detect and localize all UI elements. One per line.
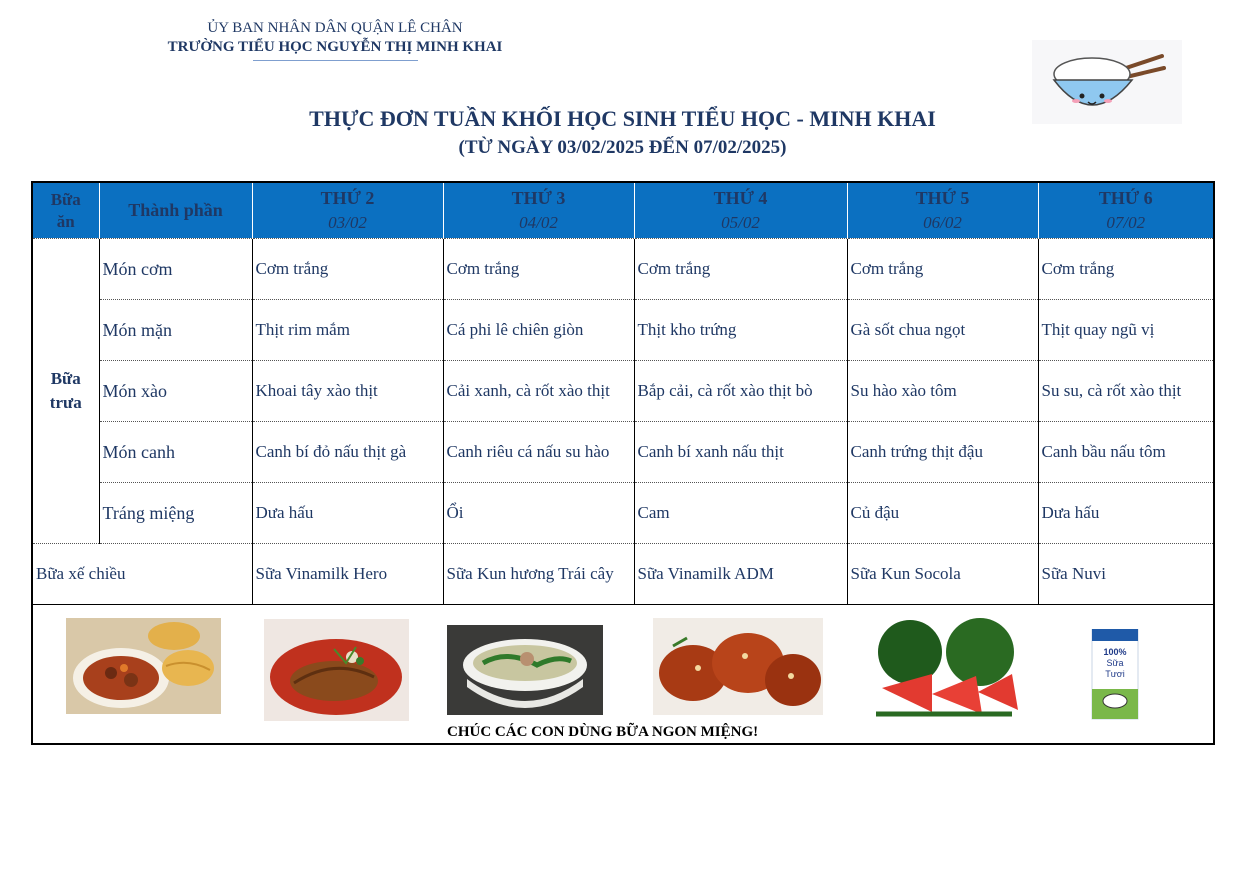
- menu-cell: Cơm trắng: [1038, 239, 1214, 300]
- closing-message: CHÚC CÁC CON DÙNG BỮA NGON MIỆNG!: [447, 724, 759, 740]
- day-label: THỨ 2: [320, 188, 375, 208]
- menu-cell: Canh riêu cá nấu su hào: [443, 422, 634, 483]
- day-label: THỨ 4: [713, 188, 768, 208]
- table-header-row: [32, 182, 1214, 239]
- snack-row: [32, 544, 1214, 605]
- day-header: [252, 182, 443, 239]
- day-header: [443, 182, 634, 239]
- component-label: Món xào: [99, 361, 252, 422]
- day-label: THỨ 6: [1098, 188, 1153, 208]
- day-label: THỨ 3: [511, 188, 566, 208]
- stew-photo: [66, 618, 221, 714]
- menu-cell: Thịt rim mắm: [252, 300, 443, 361]
- org-header: [160, 20, 510, 61]
- menu-cell: Sữa Vinamilk Hero: [252, 544, 443, 605]
- fried-fish-photo: [264, 619, 409, 721]
- menu-cell: Ổi: [443, 483, 634, 544]
- menu-cell: Cá phi lê chiên giòn: [443, 300, 634, 361]
- menu-cell: Canh bí đỏ nấu thịt gà: [252, 422, 443, 483]
- table-row: [32, 483, 1214, 544]
- photo-strip: [32, 605, 1214, 745]
- component-column-header: Thành phần: [99, 182, 252, 239]
- menu-cell: Cải xanh, cà rốt xào thịt: [443, 361, 634, 422]
- day-date: 03/02: [328, 213, 367, 232]
- menu-cell: Cam: [634, 483, 847, 544]
- menu-cell: Khoai tây xào thịt: [252, 361, 443, 422]
- menu-cell: Thịt kho trứng: [634, 300, 847, 361]
- menu-cell: Cơm trắng: [634, 239, 847, 300]
- menu-cell: Canh trứng thịt đậu: [847, 422, 1038, 483]
- day-header: [634, 182, 847, 239]
- milk-box-word1: Sữa: [1106, 658, 1124, 668]
- menu-cell: Gà sốt chua ngọt: [847, 300, 1038, 361]
- day-date: 04/02: [519, 213, 558, 232]
- milk-box-percent: 100%: [1103, 647, 1127, 657]
- menu-cell: Dưa hấu: [252, 483, 443, 544]
- menu-cell: Cơm trắng: [443, 239, 634, 300]
- menu-cell: Su su, cà rốt xào thịt: [1038, 361, 1214, 422]
- photo-row: [32, 605, 1214, 745]
- table-row: [32, 300, 1214, 361]
- menu-cell: Bắp cải, cà rốt xào thịt bò: [634, 361, 847, 422]
- menu-cell: Sữa Nuvi: [1038, 544, 1214, 605]
- menu-table: [31, 181, 1215, 745]
- table-row: [32, 361, 1214, 422]
- menu-cell: Sữa Kun Socola: [847, 544, 1038, 605]
- day-label: THỨ 5: [915, 188, 970, 208]
- snack-label: Bữa xế chiều: [32, 544, 252, 605]
- watermelon-photo: [872, 618, 1018, 721]
- district-name: ỦY BAN NHÂN DÂN QUẬN LÊ CHÂN: [207, 20, 463, 36]
- day-date: 05/02: [721, 213, 760, 232]
- menu-cell: Canh bầu nấu tôm: [1038, 422, 1214, 483]
- day-date: 07/02: [1106, 213, 1146, 232]
- menu-cell: Sữa Vinamilk ADM: [634, 544, 847, 605]
- page-subtitle: (TỪ NGÀY 03/02/2025 ĐẾN 07/02/2025): [458, 137, 787, 158]
- menu-cell: Cơm trắng: [847, 239, 1038, 300]
- component-label: Tráng miệng: [99, 483, 252, 544]
- menu-cell: Canh bí xanh nấu thịt: [634, 422, 847, 483]
- component-label: Món canh: [99, 422, 252, 483]
- menu-cell: Dưa hấu: [1038, 483, 1214, 544]
- pork-photo: [653, 618, 823, 715]
- header-underline: [253, 60, 418, 61]
- day-header: [1038, 182, 1214, 239]
- table-row: [32, 239, 1214, 300]
- milk-box-word2: Tươi: [1105, 669, 1125, 679]
- school-name: TRƯỜNG TIỂU HỌC NGUYỄN THỊ MINH KHAI: [167, 39, 503, 55]
- meal-column-header: Bữa ăn: [32, 182, 99, 239]
- component-label: Món mặn: [99, 300, 252, 361]
- component-label: Món cơm: [99, 239, 252, 300]
- page-title: THỰC ĐƠN TUẦN KHỐI HỌC SINH TIỂU HỌC - MINH KHAI: [309, 106, 936, 131]
- table-row: [32, 422, 1214, 483]
- day-header: [847, 182, 1038, 239]
- soup-photo: [447, 625, 603, 715]
- day-date: 06/02: [923, 213, 962, 232]
- menu-cell: Su hào xào tôm: [847, 361, 1038, 422]
- menu-cell: Củ đậu: [847, 483, 1038, 544]
- lunch-label: Bữa trưa: [32, 239, 99, 544]
- menu-cell: Sữa Kun hương Trái cây: [443, 544, 634, 605]
- milk-carton-photo: [1090, 629, 1140, 721]
- menu-cell: Thịt quay ngũ vị: [1038, 300, 1214, 361]
- menu-cell: Cơm trắng: [252, 239, 443, 300]
